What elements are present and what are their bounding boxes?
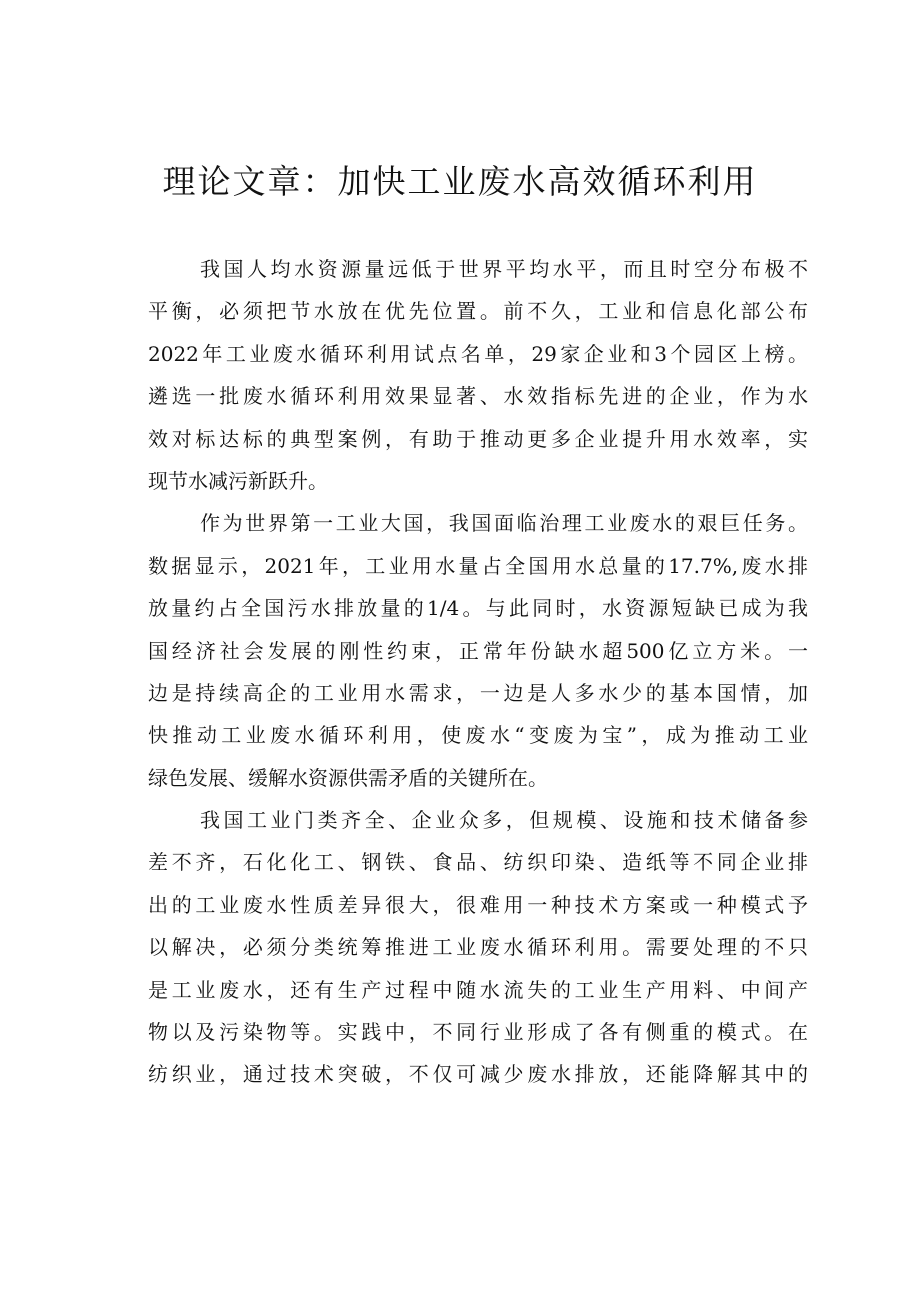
paragraph-line: 数据显示，2021年，工业用水量占全国用水总量的17.7%,废水排 [148, 553, 808, 578]
paragraph-line: 平衡，必须把节水放在优先位置。前不久，工业和信息化部公布 [148, 299, 808, 324]
paragraph-line: 出的工业废水性质差异很大，很难用一种技术方案或一种模式予 [148, 892, 808, 917]
paragraph-line: 快推动工业废水循环利用，使废水“变废为宝”，成为推动工业 [148, 723, 808, 748]
paragraph-line: 我国人均水资源量远低于世界平均水平，而且时空分布极不 [200, 257, 808, 281]
paragraph-line: 边是持续高企的工业用水需求，一边是人多水少的基本国情，加 [148, 680, 808, 705]
paragraph-line: 差不齐，石化化工、钢铁、食品、纺织印染、造纸等不同企业排 [148, 850, 808, 875]
paragraph-line: 2022年工业废水循环利用试点名单，29家企业和3个园区上榜。 [148, 341, 808, 366]
paragraph-line: 绿色发展、缓解水资源供需矛盾的关键所在。 [148, 765, 548, 790]
paragraph-line: 放量约占全国污水排放量的1/4。与此同时，水资源短缺已成为我 [148, 596, 808, 621]
paragraph-line: 是工业废水，还有生产过程中随水流失的工业生产用料、中间产 [148, 977, 808, 1002]
paragraph-line: 作为世界第一工业大国，我国面临治理工业废水的艰巨任务。 [200, 511, 808, 536]
paragraph-line: 我国工业门类齐全、企业众多，但规模、设施和技术储备参 [200, 808, 808, 833]
paragraph-line: 以解决，必须分类统筹推进工业废水循环利用。需要处理的不只 [148, 935, 808, 960]
paragraph-line: 纺织业，通过技术突破，不仅可减少废水排放，还能降解其中的 [148, 1062, 808, 1087]
document-body [148, 248, 808, 1096]
paragraph-2 [148, 502, 808, 799]
document-title: 理论文章：加快工业废水高效循环利用 [162, 162, 758, 201]
paragraph-line: 效对标达标的典型案例，有助于推动更多企业提升用水效率，实 [148, 426, 808, 451]
paragraph-line: 物以及污染物等。实践中，不同行业形成了各有侧重的模式。在 [148, 1020, 808, 1045]
paragraph-1 [148, 248, 808, 502]
paragraph-line: 遴选一批废水循环利用效果显著、水效指标先进的企业，作为水 [148, 384, 808, 409]
paragraph-line: 国经济社会发展的刚性约束，正常年份缺水超500亿立方米。一 [148, 638, 808, 663]
paragraph-3 [148, 799, 808, 1096]
paragraph-line: 现节水减污新跃升。 [148, 468, 328, 493]
